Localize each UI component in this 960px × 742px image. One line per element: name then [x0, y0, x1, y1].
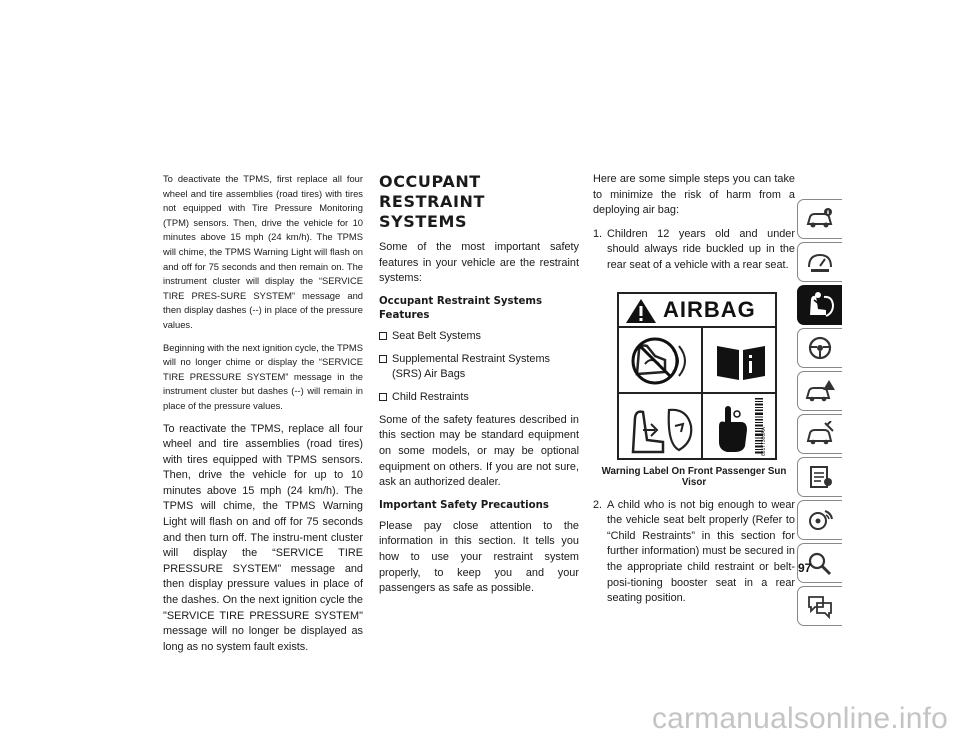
tab-starting-operating[interactable] — [797, 328, 842, 368]
language-icon — [805, 593, 835, 619]
maintenance-list-icon — [805, 464, 835, 490]
watermark: carmanualsonline.info — [651, 702, 948, 735]
tab-instrument-panel[interactable] — [797, 242, 842, 282]
seat-airbag-deploy-icon — [625, 400, 697, 461]
pointing-hand-icon — [711, 402, 751, 459]
precautions-subheading: Important Safety Precautions — [379, 499, 549, 511]
restraint-intro: Some of the most important safety features in your vehicle are the restraint systems: — [379, 241, 579, 285]
tab-technical-specs[interactable] — [797, 457, 842, 497]
warning-car-icon — [805, 378, 835, 404]
tab-getting-to-know-vehicle[interactable] — [797, 199, 842, 239]
list-item — [593, 498, 795, 607]
page-number: 97 — [798, 561, 812, 575]
list-text: A child who is not big enough to wear the vehicle seat belt properly (Refer to “Child Restraints” in this section for further information) must be secured in the appropriate child restraint or belt-posi-tioning booster seat in a rear seating position. — [607, 498, 795, 605]
column-right — [593, 172, 795, 615]
list-text: Children 12 years old and under should always ride buckled up in the rear seat of a vehicle with a rear seat. — [607, 227, 795, 271]
tab-customer-assistance[interactable] — [797, 586, 842, 626]
read-manual-icon — [713, 340, 769, 389]
dashboard-icon — [805, 249, 835, 275]
column-left — [163, 172, 363, 663]
label-header — [619, 294, 775, 328]
tab-servicing[interactable] — [797, 414, 842, 454]
bullet-text: Supplemental Restraint Systems (SRS) Air Bags — [392, 352, 550, 380]
figure-caption: Warning Label On Front Passenger Sun Visor — [601, 465, 787, 488]
barcode-icon — [755, 398, 769, 459]
list-item — [593, 227, 795, 274]
tab-multimedia[interactable] — [797, 500, 842, 540]
seat-safety-icon — [804, 291, 836, 319]
label-airbag-word: AIRBAG — [663, 296, 756, 322]
bullet-item — [379, 352, 579, 382]
tpms-deactivate-paragraph: To deactivate the TPMS, first replace all four wheel and tire assemblies (road tires) with tires not equipped with Tire Pressure Monitoring (TPM) sensors. Then, drive the vehicle for 10 minutes above 15 mph (24 km/h). The TPMS will chime, the TPMS Warning Light will flash on and off for 75 seconds and then remain on. The instrument cluster will display the “SERVICE TIRE PRES-SURE SYSTEM” message and then display dashes (--) in place of the pressure values. — [163, 173, 363, 330]
section-heading: OCCUPANT RESTRAINT SYSTEMS — [379, 172, 486, 231]
warning-triangle-icon — [625, 298, 657, 324]
checkbox-bullet-icon — [379, 393, 387, 401]
airbag-warning-label — [617, 292, 777, 460]
optional-equipment-paragraph: Some of the safety features described in this section may be standard equipment on some models, or may be optional equipment on others. If you are not sure, ask an authorized dealer. — [379, 413, 579, 489]
column-middle — [379, 172, 579, 605]
car-service-icon — [805, 421, 835, 447]
car-info-icon — [805, 206, 835, 232]
checkbox-bullet-icon — [379, 355, 387, 363]
features-subheading: Occupant Restraint Systems Features — [379, 295, 543, 321]
bullet-item — [379, 390, 579, 405]
tab-safety[interactable] — [797, 285, 842, 325]
bullet-text: Child Restraints — [392, 390, 469, 403]
tpms-next-cycle-paragraph: Beginning with the next ignition cycle, the TPMS will no longer chime or display the “SERVICE TIRE PRESSURE SYSTEM” message in the instrument cluster but dashes (--) will remain in place of the pressure values. — [163, 341, 363, 411]
list-number: 2. — [593, 498, 603, 511]
checkbox-bullet-icon — [379, 332, 387, 340]
tab-emergencies[interactable] — [797, 371, 842, 411]
precautions-paragraph: Please pay close attention to the information in this section. It tells you how to use your restraint system properly, to keep you and your passengers as safe as possible. — [379, 519, 579, 595]
list-number: 1. — [593, 227, 603, 240]
no-rear-facing-seat-icon — [625, 334, 695, 393]
bullet-item — [379, 329, 579, 344]
bullet-text: Seat Belt Systems — [392, 329, 481, 342]
tpms-reactivate-paragraph: To reactivate the TPMS, replace all four wheel and tire assemblies (road tires) with tires equipped with TPMS sensors. Then, drive the vehicle for up to 10 minutes above 15 mph (24 km/h). The TPMS will chime, the TPMS Warning Light will flash on and off for 75 seconds and then turn off. The instru-ment cluster will display the “SERVICE TIRE PRESSURE SYSTEM” message and then display pressure values in place of the dashes. On the next ignition cycle the "SERVICE TIRE PRESSURE SYSTEM" message will no longer be displayed as long as no system fault exists. — [163, 422, 363, 653]
steps-intro: Here are some simple steps you can take to minimize the risk of harm from a deploying air bag: — [593, 173, 795, 217]
label-part-code: 68177300AA — [761, 426, 767, 456]
multimedia-icon — [805, 507, 835, 533]
steering-wheel-icon — [805, 335, 835, 361]
